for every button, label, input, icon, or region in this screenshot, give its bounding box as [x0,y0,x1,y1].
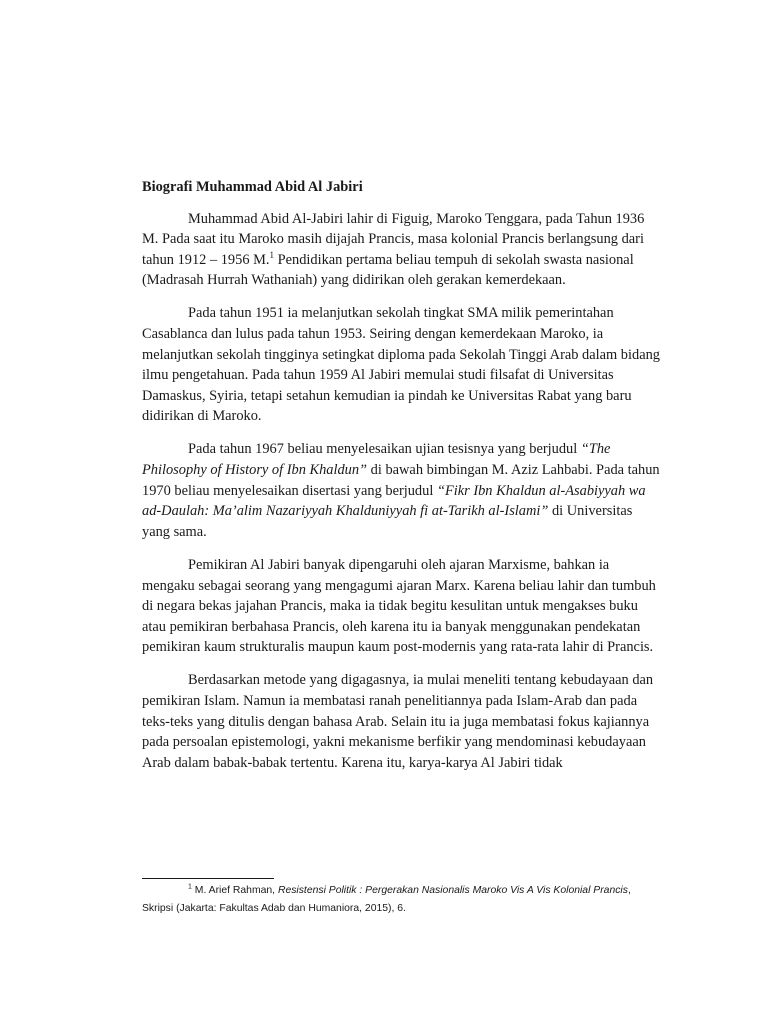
paragraph-3-text-a: Pada tahun 1967 beliau menyelesaikan ujian tesisnya yang berjudul [188,441,581,458]
footnote-number: 1 [188,883,192,891]
paragraph-1-text-b: Pendidikan pertama beliau tempuh di sekolah swasta nasional (Madrasah Hurrah Wathaniah) yang didirikan oleh gerakan kemerdekaan. [142,251,634,289]
footnote-title: Resistensi Politik : Pergerakan Nasionalis Maroko Vis A Vis Kolonial Prancis [277,885,628,896]
thesis-title: “The Philosophy of History of Ibn Khaldun” [142,441,611,479]
paragraph-1-text-a: Muhammad Abid Al-Jabiri lahir di Figuig, Maroko Tenggara, pada Tahun 1936 M. Pada saat itu Maroko masih dijajah Prancis, masa kolonial Prancis berlangsung dari tahun 1912 – 1956 M. [142,210,645,268]
paragraph-4: Pemikiran Al Jabiri banyak dipengaruhi oleh ajaran Marxisme, bahkan ia mengaku sebagai seorang yang mengagumi ajaran Marx. Karena beliau lahir dan tumbuh di negara bekas jajahan Prancis, maka ia tidak begitu kesulitan untuk mengakses buku atau pemikiran berbahasa Prancis, oleh karena itu ia banyak menggunakan pendekatan pemikiran kaum strukturalis maupun kaum post-modernis yang rata-rata lahir di Prancis. [142,556,656,656]
page-title: Biografi Muhammad Abid Al Jabiri [142,179,363,195]
paragraph-2: Pada tahun 1951 ia melanjutkan sekolah tingkat SMA milik pemerintahan Casablanca dan lulus pada tahun 1953. Seiring dengan kemerdekaan Maroko, ia melanjutkan sekolah tingginya setingkat diploma pada Sekolah Tinggi Arab dalam bidang ilmu pengetahuan. Pada tahun 1959 Al Jabiri memulai studi filsafat di Universitas Damaskus, Syiria, tetapi setahun kemudian ia pindah ke Universitas Rabat yang baru didirikan di Maroko. [142,305,660,425]
paragraph-3-text-b: di bawah bimbingan M. Aziz Lahbabi. Pada tahun 1970 beliau menyelesaikan disertasi yang berjudul [142,462,660,499]
dissertation-title: “Fikr Ibn Khaldun al-Asabiyyah wa ad-Daulah: Ma’alim Nazariyyah Khalduniyyah fi at-Tarikh al-Islami” [142,482,646,520]
footnote-reference[interactable]: 1 [269,249,275,260]
paragraph-3-text-c: di Universitas yang sama. [142,503,633,540]
footnote [142,882,662,917]
paragraph-3 [142,439,660,542]
footnote-details: , Skripsi (Jakarta: Fakultas Adab dan Humaniora, 2015), 6. [142,885,631,914]
footnote-separator [142,878,274,879]
footnote-author: M. Arief Rahman, [191,885,278,896]
paragraph-5: Berdasarkan metode yang digagasnya, ia mulai meneliti tentang kebudayaan dan pemikiran Islam. Namun ia membatasi ranah penelitiannya pada Islam-Arab dan pada teks-teks yang ditulis dengan bahasa Arab. Selain itu ia juga membatasi fokus kajiannya pada persoalan epistemologi, yakni mekanisme berfikir yang mendominasi kebudayaan Arab dalam babak-babak tertentu. Karena itu, karya-karya Al Jabiri tidak [142,672,654,771]
paragraph-1 [142,209,660,291]
document-body [142,177,660,786]
